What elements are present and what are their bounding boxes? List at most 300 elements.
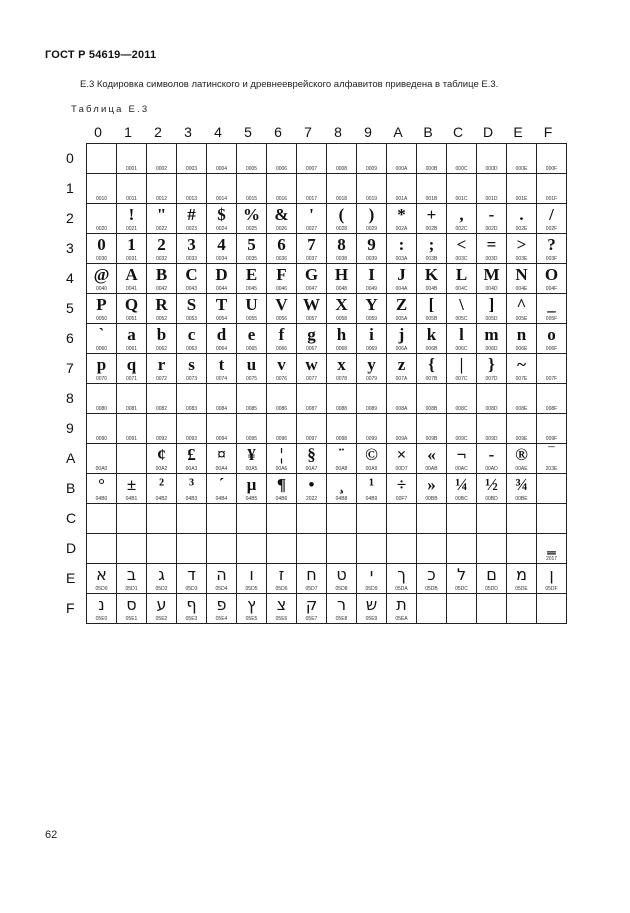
cell-code: 0086 <box>275 406 288 412</box>
table-cell <box>207 534 237 564</box>
table-cell <box>177 144 207 174</box>
cell-glyph: ¼ <box>455 475 468 494</box>
cell-code: 00A0 <box>95 466 108 472</box>
cell-glyph: ` <box>98 325 105 344</box>
table-cell <box>447 324 477 354</box>
cell-glyph: 9 <box>367 235 376 254</box>
cell-glyph: U <box>245 295 258 314</box>
cell-code: 003A <box>395 256 408 262</box>
cell-glyph: ץ <box>247 595 256 614</box>
cell-glyph: r <box>157 355 166 374</box>
cell-code: 0048 <box>335 286 348 292</box>
table-cell <box>537 534 567 564</box>
table-cell <box>477 504 507 534</box>
table-cell <box>537 324 567 354</box>
table-cell <box>447 234 477 264</box>
cell-glyph: F <box>276 265 287 284</box>
table-cell <box>117 594 147 624</box>
table-cell <box>537 354 567 384</box>
cell-glyph: ש <box>365 595 378 614</box>
table-cell <box>417 234 447 264</box>
table-cell <box>417 144 447 174</box>
row-header: D <box>66 540 77 556</box>
cell-code: 003D <box>485 256 498 262</box>
table-cell <box>147 234 177 264</box>
table-cell <box>87 474 117 504</box>
table-cell <box>267 594 297 624</box>
table-cell <box>477 474 507 504</box>
table-cell <box>507 174 537 204</box>
cell-code: 000C <box>455 166 468 172</box>
cell-code: 0043 <box>185 286 198 292</box>
table-cell <box>267 294 297 324</box>
cell-code: 05E1 <box>125 616 138 622</box>
table-row <box>87 384 567 414</box>
table-cell <box>87 354 117 384</box>
cell-code: 0005 <box>245 166 258 172</box>
table-cell <box>357 354 387 384</box>
cell-code: 0070 <box>95 376 108 382</box>
cell-code: 04B2 <box>155 496 168 502</box>
table-cell <box>447 294 477 324</box>
table-cell <box>477 294 507 324</box>
table-cell <box>87 504 117 534</box>
cell-code: 000E <box>515 166 528 172</box>
table-cell <box>537 444 567 474</box>
cell-code: 00A9 <box>365 466 378 472</box>
table-cell <box>357 564 387 594</box>
cell-glyph: < <box>456 235 467 254</box>
table-cell <box>507 444 537 474</box>
table-cell <box>357 444 387 474</box>
table-cell <box>327 324 357 354</box>
cell-glyph: \ <box>459 295 464 314</box>
cell-code: 0074 <box>215 376 228 382</box>
row-header: 9 <box>66 420 74 436</box>
cell-glyph: § <box>307 445 316 464</box>
cell-glyph: z <box>397 355 406 374</box>
cell-code: 05D0 <box>95 586 108 592</box>
cell-code: 0073 <box>185 376 198 382</box>
cell-glyph: c <box>187 325 196 344</box>
table-cell <box>357 384 387 414</box>
cell-code: 000A <box>395 166 408 172</box>
table-cell <box>447 384 477 414</box>
table-row <box>87 264 567 294</box>
table-cell <box>147 144 177 174</box>
row-header: 5 <box>66 300 74 316</box>
table-cell <box>147 474 177 504</box>
table-cell <box>147 384 177 414</box>
cell-glyph: ¶ <box>276 475 287 494</box>
cell-glyph: h <box>336 325 347 344</box>
cell-code: 00BE <box>515 496 528 502</box>
table-cell <box>147 444 177 474</box>
row-header: 8 <box>66 390 74 406</box>
table-cell <box>147 324 177 354</box>
cell-glyph: 6 <box>277 235 286 254</box>
table-cell <box>207 144 237 174</box>
cell-glyph: » <box>427 475 436 494</box>
table-cell <box>297 444 327 474</box>
table-cell <box>237 504 267 534</box>
table-cell <box>207 204 237 234</box>
table-cell <box>87 144 117 174</box>
cell-glyph: ¬ <box>456 445 467 464</box>
cell-code: 0036 <box>275 256 288 262</box>
column-header: 5 <box>244 124 252 140</box>
table-row <box>87 444 567 474</box>
column-header: 3 <box>184 124 192 140</box>
cell-glyph: ³ <box>188 475 195 494</box>
table-row <box>87 564 567 594</box>
row-header: 7 <box>66 360 74 376</box>
table-cell <box>357 294 387 324</box>
table-cell <box>177 174 207 204</box>
column-header: B <box>423 124 433 140</box>
table-cell <box>447 564 477 594</box>
table-cell <box>207 444 237 474</box>
table-cell <box>207 564 237 594</box>
table-cell <box>357 594 387 624</box>
column-header: 8 <box>334 124 342 140</box>
cell-code: 05E4 <box>215 616 228 622</box>
table-cell <box>477 264 507 294</box>
cell-code: 005B <box>425 316 438 322</box>
cell-code: 0029 <box>365 226 378 232</box>
cell-code: 05D3 <box>185 586 198 592</box>
cell-glyph: S <box>186 295 197 314</box>
cell-code: 0056 <box>275 316 288 322</box>
table-cell <box>267 264 297 294</box>
cell-code: 0001 <box>125 166 138 172</box>
cell-code: 002A <box>395 226 408 232</box>
cell-code: 0099 <box>365 436 378 442</box>
cell-code: 0015 <box>245 196 258 202</box>
table-cell <box>387 504 417 534</box>
cell-code: 05D9 <box>365 586 378 592</box>
table-cell <box>477 564 507 594</box>
cell-glyph: s <box>188 355 195 374</box>
cell-code: 05E5 <box>245 616 258 622</box>
cell-code: 007A <box>395 376 408 382</box>
column-header: 9 <box>364 124 372 140</box>
cell-glyph: ¥ <box>247 445 256 464</box>
column-header: 1 <box>124 124 132 140</box>
cell-glyph: © <box>365 445 378 464</box>
cell-glyph: ק <box>305 595 318 614</box>
cell-glyph: P <box>96 295 107 314</box>
cell-code: 003E <box>515 256 528 262</box>
table-cell <box>477 534 507 564</box>
table-cell <box>537 174 567 204</box>
cell-code: 007D <box>485 376 498 382</box>
cell-code: 0049 <box>365 286 378 292</box>
cell-glyph: ¢ <box>157 445 166 464</box>
table-cell <box>267 234 297 264</box>
cell-glyph: @ <box>93 265 110 284</box>
cell-code: 001A <box>395 196 408 202</box>
cell-glyph: N <box>515 265 528 284</box>
table-cell <box>477 354 507 384</box>
table-cell <box>207 384 237 414</box>
cell-glyph: ; <box>428 235 435 254</box>
table-cell <box>267 444 297 474</box>
cell-glyph: ¤ <box>217 445 226 464</box>
cell-glyph: K <box>424 265 439 284</box>
cell-glyph: Y <box>365 295 378 314</box>
table-cell <box>267 414 297 444</box>
cell-glyph: ג <box>158 565 165 584</box>
table-cell <box>327 174 357 204</box>
table-cell <box>417 594 447 624</box>
table-cell <box>237 534 267 564</box>
cell-glyph: ] <box>488 295 495 314</box>
table-cell <box>237 384 267 414</box>
table-cell <box>177 324 207 354</box>
table-cell <box>297 594 327 624</box>
cell-code: 0066 <box>275 346 288 352</box>
cell-code: 0079 <box>365 376 378 382</box>
cell-code: 0094 <box>215 436 228 442</box>
table-row <box>87 354 567 384</box>
table-cell <box>387 264 417 294</box>
table-cell <box>417 534 447 564</box>
table-cell <box>507 324 537 354</box>
cell-code: 05D6 <box>275 586 288 592</box>
cell-code: 0024 <box>215 226 228 232</box>
cell-glyph: [ <box>428 295 435 314</box>
cell-glyph: | <box>459 355 464 374</box>
cell-code: 002D <box>485 226 498 232</box>
cell-glyph: w <box>305 355 318 374</box>
cell-glyph: D <box>215 265 228 284</box>
row-header: 2 <box>66 210 74 226</box>
cell-code: 0038 <box>335 256 348 262</box>
cell-code: 0061 <box>125 346 138 352</box>
table-cell <box>477 414 507 444</box>
cell-glyph: נ <box>98 595 105 614</box>
cell-glyph: J <box>397 265 406 284</box>
cell-code: 0047 <box>305 286 318 292</box>
table-cell <box>537 294 567 324</box>
table-cell <box>357 174 387 204</box>
table-cell <box>507 534 537 564</box>
cell-code: 000D <box>485 166 498 172</box>
cell-code: 0069 <box>365 346 378 352</box>
cell-code: 002C <box>455 226 468 232</box>
cell-glyph: . <box>519 205 524 224</box>
cell-code: 05D2 <box>155 586 168 592</box>
cell-glyph: d <box>216 325 227 344</box>
cell-code: 006B <box>425 346 438 352</box>
cell-glyph: צ <box>276 595 287 614</box>
cell-code: 00A4 <box>215 466 228 472</box>
table-cell <box>507 234 537 264</box>
cell-glyph: ¾ <box>515 475 528 494</box>
row-header: C <box>66 510 77 526</box>
cell-glyph: k <box>426 325 437 344</box>
cell-code: 003F <box>545 256 558 262</box>
table-cell <box>87 294 117 324</box>
table-row <box>87 174 567 204</box>
table-cell <box>297 144 327 174</box>
cell-code: 0076 <box>275 376 288 382</box>
table-cell <box>177 414 207 444</box>
row-header: 3 <box>66 240 74 256</box>
table-cell <box>417 324 447 354</box>
table-cell <box>387 354 417 384</box>
cell-code: 0022 <box>155 226 168 232</box>
table-cell <box>417 204 447 234</box>
cell-glyph: % <box>243 205 260 224</box>
table-cell <box>507 144 537 174</box>
cell-code: 0097 <box>305 436 318 442</box>
cell-code: 0083 <box>185 406 198 412</box>
cell-glyph: H <box>334 265 349 284</box>
cell-glyph: ב <box>126 565 137 584</box>
cell-code: 05DF <box>545 586 558 592</box>
cell-code: 009A <box>395 436 408 442</box>
table-cell <box>177 474 207 504</box>
cell-code: 008E <box>515 406 528 412</box>
cell-code: 005C <box>455 316 468 322</box>
table-cell <box>267 474 297 504</box>
cell-glyph: 5 <box>247 235 256 254</box>
table-cell <box>297 534 327 564</box>
cell-code: 006D <box>485 346 498 352</box>
cell-code: 00AC <box>455 466 468 472</box>
cell-glyph: פ <box>216 595 227 614</box>
cell-glyph: ¸ <box>338 475 345 494</box>
table-cell <box>177 294 207 324</box>
table-cell <box>207 354 237 384</box>
table-row <box>87 204 567 234</box>
table-cell <box>207 594 237 624</box>
cell-glyph: ‗ <box>547 535 556 554</box>
cell-code: 0012 <box>155 196 168 202</box>
table-cell <box>147 174 177 204</box>
table-cell <box>327 294 357 324</box>
table-cell <box>267 384 297 414</box>
table-cell <box>477 594 507 624</box>
cell-glyph: # <box>187 205 196 224</box>
cell-glyph: ) <box>368 205 375 224</box>
table-cell <box>447 504 477 534</box>
cell-glyph: * <box>397 205 406 224</box>
cell-glyph: ~ <box>517 355 526 374</box>
table-cell <box>117 294 147 324</box>
table-cell <box>237 474 267 504</box>
cell-code: 0018 <box>335 196 348 202</box>
table-cell <box>537 384 567 414</box>
cell-code: 0089 <box>365 406 378 412</box>
cell-glyph: C <box>185 265 198 284</box>
table-cell <box>477 324 507 354</box>
cell-code: 0067 <box>305 346 318 352</box>
table-cell <box>87 594 117 624</box>
row-header: 4 <box>66 270 74 286</box>
table-cell <box>177 564 207 594</box>
cell-code: 00AB <box>425 466 438 472</box>
cell-code: 0072 <box>155 376 168 382</box>
cell-glyph: p <box>96 355 107 374</box>
cell-glyph: - <box>488 205 495 224</box>
cell-code: 05E9 <box>365 616 378 622</box>
cell-code: 002B <box>425 226 438 232</box>
cell-code: 0080 <box>95 406 108 412</box>
table-cell <box>297 174 327 204</box>
table-cell <box>417 264 447 294</box>
cell-code: 04B8 <box>335 496 348 502</box>
cell-code: 05D5 <box>245 586 258 592</box>
table-cell <box>147 264 177 294</box>
table-cell <box>417 384 447 414</box>
table-cell <box>117 444 147 474</box>
table-cell <box>537 474 567 504</box>
cell-glyph: ° <box>98 475 105 494</box>
cell-code: 05D7 <box>305 586 318 592</box>
cell-glyph: = <box>486 235 497 254</box>
table-cell <box>447 144 477 174</box>
column-header: E <box>513 124 523 140</box>
cell-code: 0039 <box>365 256 378 262</box>
table-cell <box>417 354 447 384</box>
cell-code: 005A <box>395 316 408 322</box>
cell-glyph: b <box>156 325 167 344</box>
cell-code: 05DE <box>515 586 528 592</box>
table-cell <box>477 444 507 474</box>
cell-glyph: 7 <box>307 235 316 254</box>
table-row <box>87 594 567 624</box>
table-cell <box>357 474 387 504</box>
table-cell <box>447 474 477 504</box>
table-cell <box>387 294 417 324</box>
column-header: 2 <box>154 124 162 140</box>
table-cell <box>207 264 237 294</box>
cell-glyph: ן <box>549 565 554 584</box>
row-header: E <box>66 570 76 586</box>
cell-code: 0040 <box>95 286 108 292</box>
table-cell <box>417 414 447 444</box>
table-cell <box>117 174 147 204</box>
table-cell <box>387 324 417 354</box>
cell-glyph: ´ <box>218 475 225 494</box>
cell-code: 04B3 <box>185 496 198 502</box>
cell-code: 0093 <box>185 436 198 442</box>
cell-code: 00BB <box>425 496 438 502</box>
cell-glyph: " <box>156 205 167 224</box>
cell-code: 0088 <box>335 406 348 412</box>
cell-code: 0007 <box>305 166 318 172</box>
cell-code: 0019 <box>365 196 378 202</box>
cell-glyph: ² <box>158 475 165 494</box>
cell-glyph: T <box>215 295 228 314</box>
table-cell <box>417 564 447 594</box>
table-cell <box>357 504 387 534</box>
table-cell <box>387 594 417 624</box>
table-cell <box>147 294 177 324</box>
cell-glyph: I <box>368 265 375 284</box>
cell-glyph: E <box>245 265 258 284</box>
cell-code: 0032 <box>155 256 168 262</box>
table-cell <box>447 414 477 444</box>
table-cell <box>87 324 117 354</box>
cell-code: 0046 <box>275 286 288 292</box>
table-cell <box>537 144 567 174</box>
cell-glyph: ס <box>126 595 137 614</box>
table-cell <box>297 294 327 324</box>
